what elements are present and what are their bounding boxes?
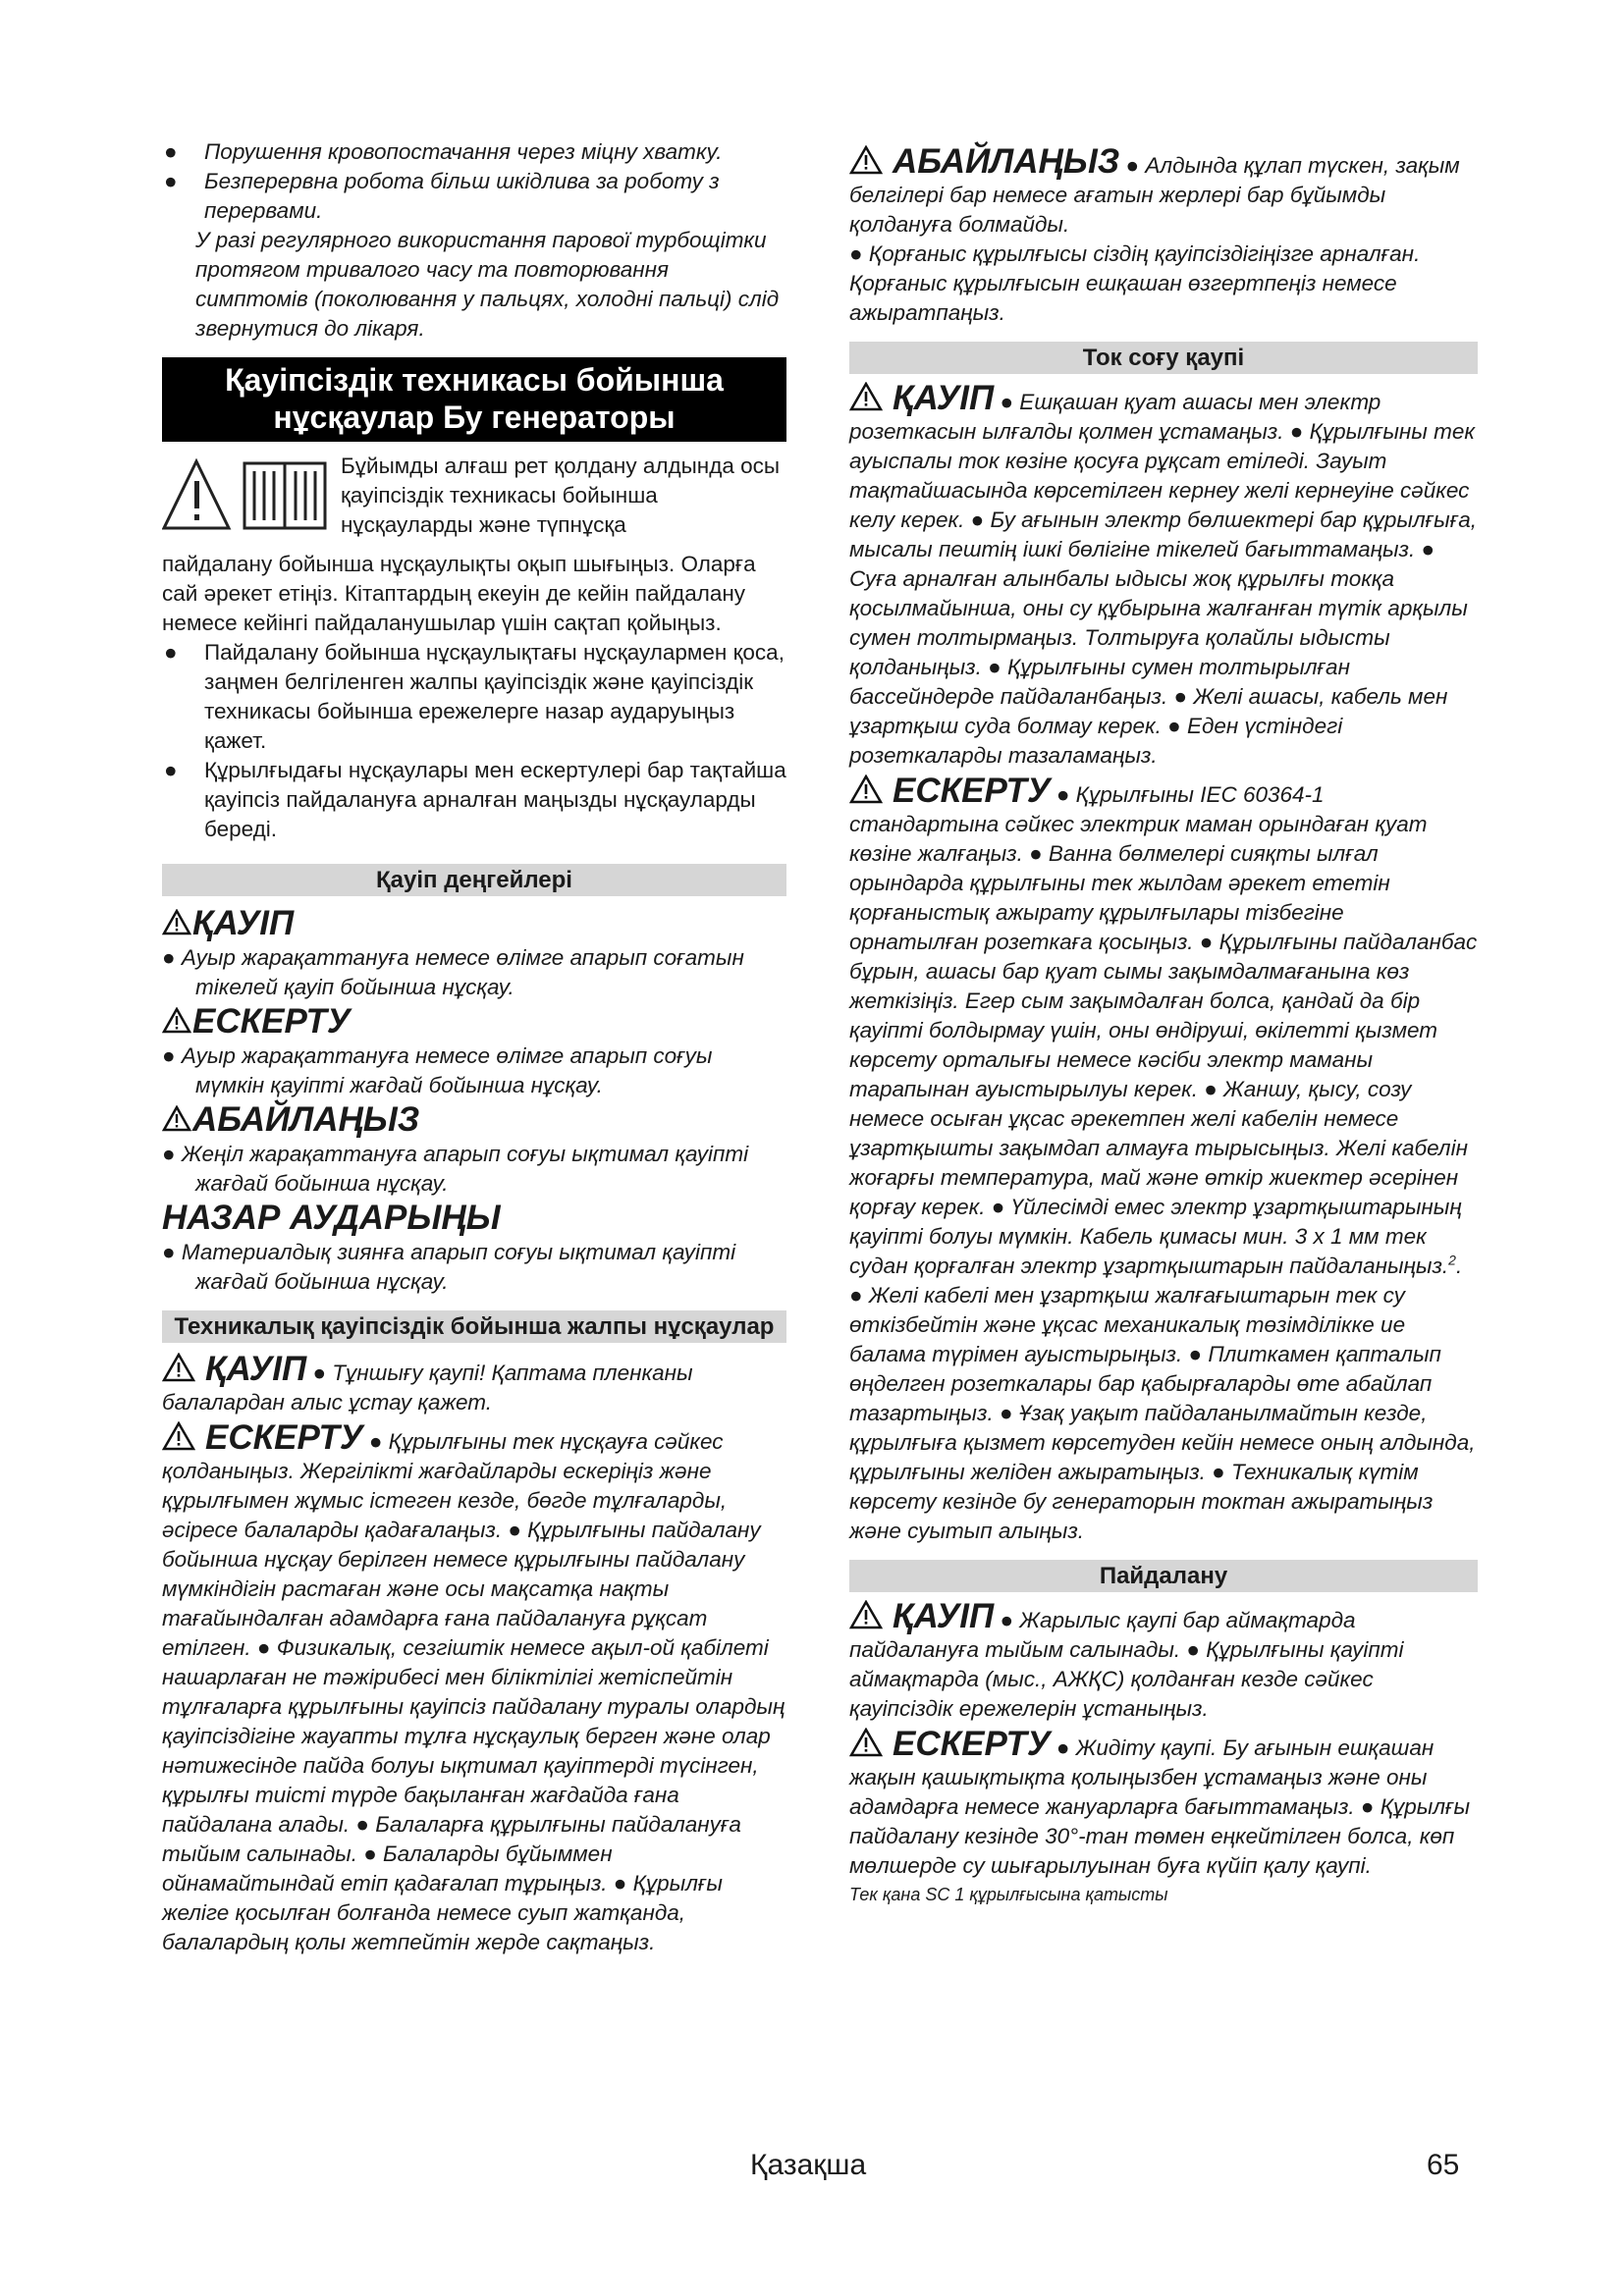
level-title: ҚАУІП bbox=[162, 904, 786, 943]
level-title: ЕСКЕРТУ bbox=[162, 1002, 786, 1041]
footer-language: Қазақша bbox=[750, 2149, 867, 2181]
ua-note: У разі регулярного використання парової турбощітки протягом тривалого часу та повторювання симптомів (поколювання у пальцях, холодні пальці) слід звернутися до лікаря. bbox=[195, 228, 780, 341]
list-item: ● Безперервна робота більш шкідлива за роботу з перервами. bbox=[164, 169, 720, 223]
levels-bar: Қауіп деңгейлері bbox=[162, 864, 786, 896]
level-warning bbox=[162, 1002, 786, 1100]
warning-triangle-icon bbox=[849, 382, 883, 411]
level-text: ● Материалдық зиянға апарып соғуы ықтимал қауіпті жағдай бойынша нұсқау. bbox=[162, 1240, 736, 1294]
caution-text2: ● Қорғаныс құрылғысы сіздің қауіпсіздігіңізге арналған. Қорғаныс құрылғысын ешқашан өзгертпеңіз немесе ажыратпаңыз. bbox=[849, 241, 1421, 325]
warning-triangle-icon bbox=[849, 1600, 883, 1629]
general-warning: ЕСКЕРТУ ● Құрылғыны тек нұсқауға сәйкес қолданыңыз. Жергілікті жағдайларды ескеріңіз және құрылғымен жұмыс істеген кезде, бөгде тұлғаларды, әсіресе балаларды қадағалаңыз. ● Құрылғыны пайдалану бойынша нұсқау берілген немесе құрылғыны пайдалану мүмкіндігін растаған және осы мақсатқа нақты тағайындалған адамдарға ғана пайдалануға рұқсат етілген. ● Физикалық, сезгіштік немесе ақыл-ой қабілеті нашарлаған не тәжірибесі мен біліктілігі жетіспейтін тұлғаларға құрылғыны қауіпсіз пайдалану туралы олардың қауіпсіздігіне жауапты тұлға нұсқаулық берген және олар нәтижесінде пайда болуы ықтимал қауіптерді түсінген, құрылғы тиісті түрде бақыланған жағдайда ғана пайдалана алады. ● Балаларға құрылғыны пайдалануға тыйым салынады. ● Балаларды бұйыммен ойнамайтындай етіп қадағалап тұрыңыз. ● Құрылғы желіге қосылған болғанда немесе суып жатқанда, балалардың қолы жетпейтін жерде сақтаңыз. bbox=[162, 1418, 785, 1954]
intro-icons bbox=[162, 457, 329, 544]
warning-triangle-icon bbox=[162, 1421, 195, 1451]
level-caution bbox=[162, 1100, 786, 1199]
shock-danger: ҚАУІП ● Ешқашан қуат ашасы мен электр розеткасын ылғалды қолмен ұстамаңыз. ● Құрылғыны тек ауыспалы ток көзіне қосуға рұқсат етіледі. Зауыт тақтайшасында көрсетілген кернеу желі кернеуіне сәйкес келу керек. ● Бу ағынын электр бөлшектері бар құрылғыға, мысалы пештің ішкі бөлігіне тікелей бағыттамаңыз. ● Суға арналған алынбалы ыдысы жоқ құрылғы токқа қосылмайынша, оны су құбырына жалғанған түтік арқылы сумен толтырмаңыз. Толтыруға қолайлы ыдысты қолданыңыз. ● Құрылғыны сумен толтырылған бассейндерде пайдаланбаңыз. ● Желі ашасы, кабель мен ұзартқыш суда болмау керек. ● Еден үстіндегі розеткаларды тазаламаңыз. bbox=[849, 379, 1477, 768]
shock-warning: ЕСКЕРТУ ● Құрылғыны IEC 60364-1 стандартына сәйкес электрик маман орындаған қуат көзіне жалғаңыз. ● Ванна бөлмелері сияқты ылғал орындарда құрылғыны тек жылдам әрекет ететін қорғаныстық ажырату құрылғылары тізбегіне орнатылған розеткаға қосыңыз. ● Құрылғыны пайдаланбас бұрын, ашасы бар қуат сымы зақымдалмағанына көз жеткізіңіз. Егер сым зақымдалған болса, қандай да бір қауіпті болдырмау үшін, оны өндіруші, өкілетті қызмет көрсету орталығы немесе кәсіби электр маманы тарапынан ауыстырылуы керек. ● Жаншу, қысу, созу немесе осыған ұқсас әрекетпен желі кабелін немесе ұзартқышты зақымдап алмауға тырысыңыз. Желі кабелін жоғарғы температура, май және өткір жиектер әсерінен қорғау керек. ● Үйлесімді емес электр ұзартқыштарының қауіпті болуы мүмкін. Кабель қимасы мин. 3 x 1 мм тек судан қорғалған электр ұзартқыштарын пайдаланыңыз.$^2$. ● Желі кабелі мен ұзартқыш жалғағыштарын тек су өткізбейтін және ұқсас механикалық төзімділікке ие балама түрімен ауыстырыңыз. ● Плиткамен қапталып өңделген розеткалары бар қабырғаларды өте абайлап тазартыңыз. ● Ұзақ уақыт пайдаланылмайтын кезде, құрылғыға қызмет көрсетуден кейін немесе оның алдында, құрылғыны желіден ажыратыңыз. ● Техникалық күтім көрсету кезінде бу генераторын токтан ажыратыңыз және суытып алыңыз. bbox=[849, 772, 1478, 1543]
shock-bar: Ток соғу қаупі bbox=[849, 342, 1478, 374]
warning-triangle-icon bbox=[162, 909, 191, 935]
level-notice bbox=[162, 1199, 786, 1297]
intro-rest: пайдалану бойынша нұсқаулықты оқып шығыңыз. Оларға сай әрекет етіңіз. Кітаптардың екеуін де кейін пайдалану немесе кейінгі пайдаланушылар үшін сақтап қойыңыз. bbox=[162, 552, 756, 635]
level-text: ● Ауыр жарақаттануға немесе өлімге апарып соғуы мүмкін қауіпті жағдай бойынша нұсқау. bbox=[162, 1043, 713, 1097]
footnote: Тек қана SC 1 құрылғысына қатысты bbox=[849, 1885, 1168, 1904]
list-item: ● Құрылғыдағы нұсқаулары мен ескертулері бар тақтайша қауіпсіз пайдалануға арналған маңызды нұсқауларды береді. bbox=[164, 758, 786, 841]
warning-triangle-icon bbox=[162, 1105, 191, 1132]
page-number: 65 bbox=[1427, 2149, 1460, 2181]
list-item: ● Порушення кровопостачання через міцну хватку. bbox=[164, 139, 723, 164]
intro bbox=[162, 452, 786, 550]
level-text: ● Жеңіл жарақаттануға апарып соғуы ықтимал қауіпті жағдай бойынша нұсқау. bbox=[162, 1142, 749, 1196]
use-danger: ҚАУІП ● Жарылыс қаупі бар аймақтарда пайдалануға тыйым салынады. ● Құрылғыны қауіпті аймақтарда (мыс., АЖҚС) қолданған кезде сәйкес қауіпсіздік ережелерін ұстаныңыз. bbox=[849, 1597, 1404, 1721]
warning-triangle-icon bbox=[162, 457, 329, 536]
use-bar: Пайдалану bbox=[849, 1560, 1478, 1592]
section-title: Қауіпсіздік техникасы бойынша нұсқаулар Бу генераторы bbox=[162, 357, 786, 442]
caution-block: АБАЙЛАҢЫЗ ● Алдында құлап түскен, зақым белгілері бар немесе ағатын жерлері бар бұйымды қолдануға болмайды. bbox=[849, 142, 1460, 237]
use-warning: ЕСКЕРТУ ● Жидіту қаупі. Бу ағынын ешқашан жақын қашықтықта қолыңызбен ұстамаңыз және оны адамдарға немесе жануарларға бағыттамаңыз. ● Құрылғы пайдалану кезінде 30°-тан төмен еңкейтілген болса, көп мөлшерде су шығарылуынан буға күйіп қалу қаупі. bbox=[849, 1725, 1471, 1878]
list-item: ● Пайдалану бойынша нұсқаулықтағы нұсқаулармен қоса, заңмен белгіленген жалпы қауіпсіздік және қауіпсіздік техникасы бойынша ережелерге назар аударуыңыз қажет. bbox=[164, 640, 785, 753]
level-title: НАЗАР АУДАРЫҢЫ bbox=[162, 1199, 501, 1237]
warning-triangle-icon bbox=[849, 774, 883, 804]
level-title: АБАЙЛАҢЫЗ bbox=[162, 1100, 786, 1140]
level-text: ● Ауыр жарақаттануға немесе өлімге апарып соғатын тікелей қауіп бойынша нұсқау. bbox=[162, 945, 744, 999]
intro-first: Бұйымды алғаш рет қолдану алдында осы қауіпсіздік техникасы бойынша нұсқауларды және түпнұсқа bbox=[341, 454, 781, 537]
right-column bbox=[849, 142, 1478, 1908]
general-bar: Техникалық қауіпсіздік бойынша жалпы нұсқаулар bbox=[162, 1310, 786, 1343]
level-danger bbox=[162, 904, 786, 1002]
warning-triangle-icon bbox=[849, 145, 883, 175]
warning-triangle-icon bbox=[162, 1353, 195, 1382]
warning-triangle-icon bbox=[162, 1007, 191, 1034]
manual-book-icon bbox=[244, 463, 325, 528]
warning-triangle-icon bbox=[849, 1728, 883, 1757]
left-column bbox=[162, 137, 786, 1957]
general-danger: ҚАУІП ● Тұншығу қаупі! Қаптама пленканы балалардан алыс ұстау қажет. bbox=[162, 1350, 693, 1415]
